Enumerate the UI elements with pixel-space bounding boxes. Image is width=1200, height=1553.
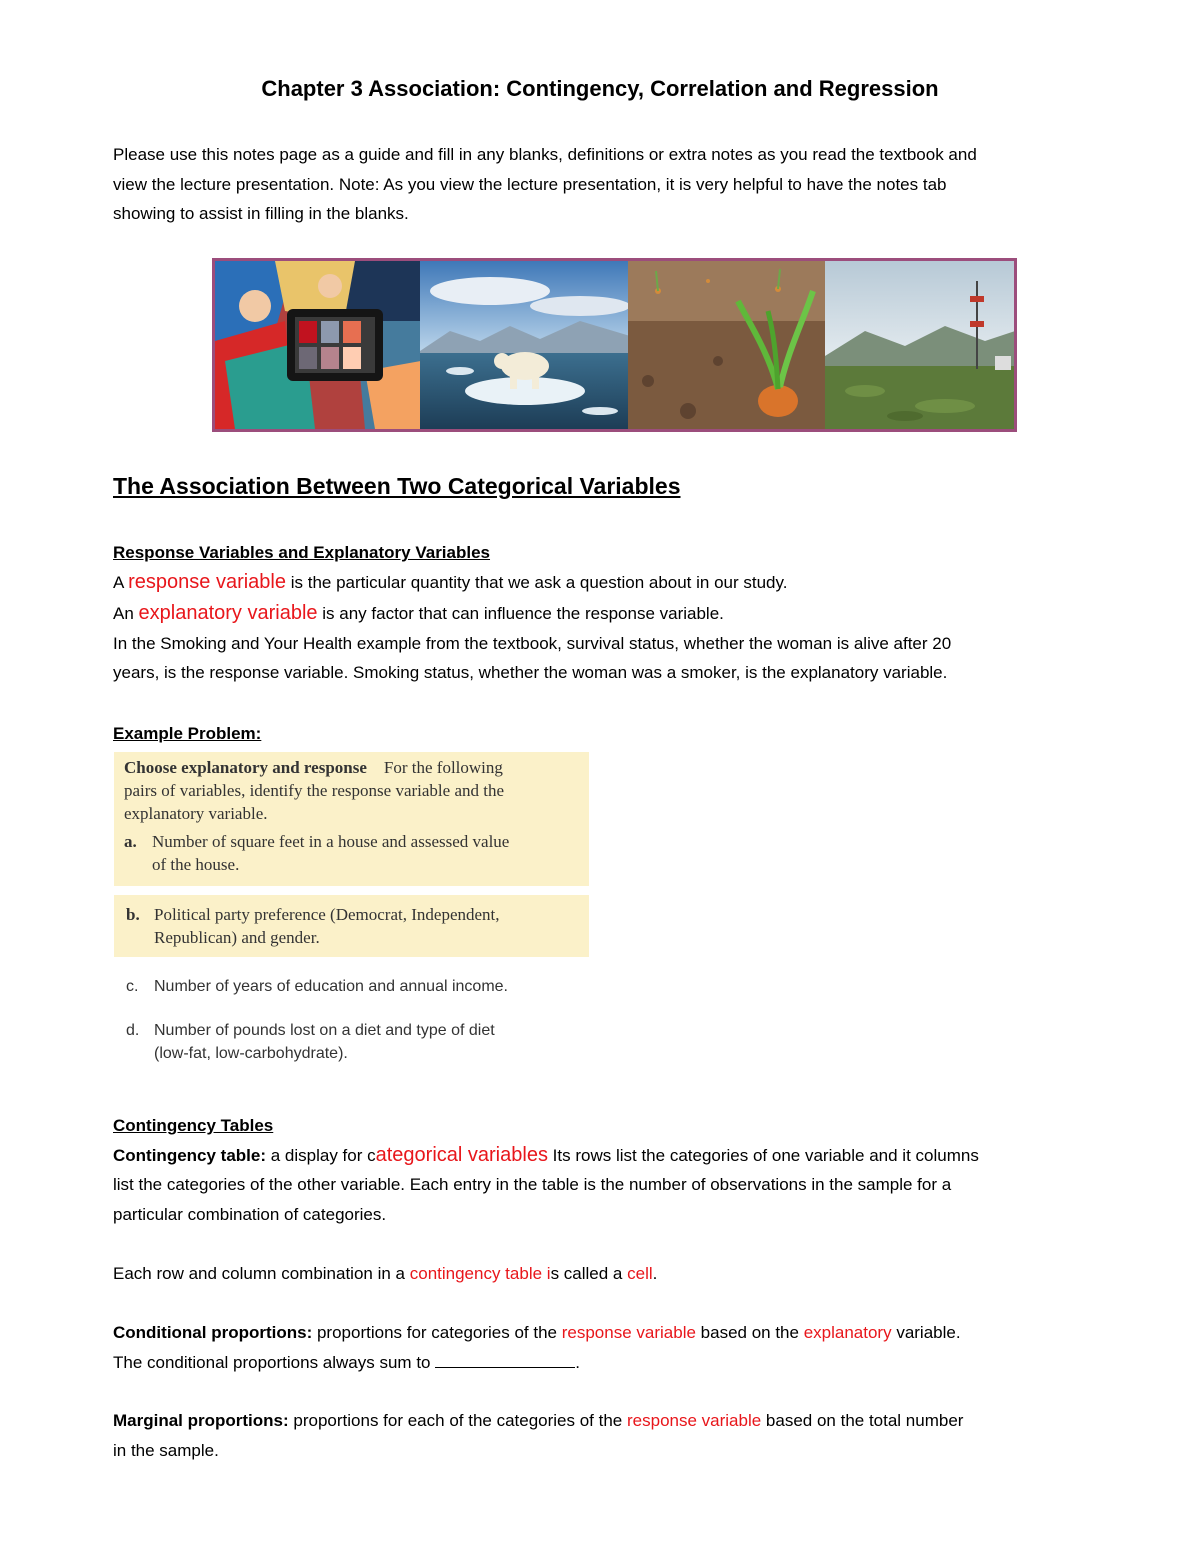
contingency-block	[113, 1111, 1113, 1229]
example-box-ab	[114, 752, 589, 886]
conditional-proportions	[113, 1318, 1113, 1377]
contingency-heading: Contingency Tables	[113, 1116, 274, 1135]
fill-in-blank[interactable]	[435, 1350, 575, 1368]
response-explanatory-block	[113, 538, 1113, 688]
example-intro	[124, 756, 579, 779]
text: based on the total number	[761, 1411, 964, 1430]
banner-image	[212, 258, 1017, 432]
marginal-line: in the sample.	[113, 1440, 219, 1460]
text: variable.	[891, 1323, 961, 1342]
term-response-variable: response variable	[627, 1411, 762, 1430]
intro-line: showing to assist in filling in the blanks.	[113, 204, 409, 223]
item-letter: d.	[126, 1022, 140, 1039]
example-item-c	[126, 975, 508, 998]
example-intro-line: explanatory variable.	[124, 804, 268, 823]
polar-bear-image	[420, 261, 629, 429]
text: Each row and column combination in a	[113, 1264, 410, 1283]
response-explanatory-heading: Response Variables and Explanatory Variables	[113, 543, 491, 562]
contingency-definition	[113, 1141, 1113, 1171]
item-letter: b.	[126, 905, 140, 924]
conditional-label: Conditional proportions:	[113, 1323, 313, 1342]
term-response-variable: response variable	[128, 570, 286, 593]
example-item-b-cont: Republican) and gender.	[154, 928, 320, 947]
intro-line: Please use this notes page as a guide and fill in any blanks, definitions or extra notes as you read the textbook and	[113, 145, 977, 164]
term-explanatory: explanatory	[803, 1323, 892, 1342]
marginal-label: Marginal proportions:	[113, 1411, 289, 1430]
example-heading: Example Problem:	[113, 724, 262, 743]
example-item-d-cont: (low-fat, low-carbohydrate).	[154, 1045, 348, 1062]
intro-paragraph	[113, 140, 1113, 229]
example-intro-line: pairs of variables, identify the response variable and the	[124, 781, 505, 800]
text: proportions for each of the categories of the	[288, 1411, 627, 1430]
text: s called a	[550, 1264, 628, 1283]
text: .	[575, 1352, 580, 1372]
example-item-a-cont: of the house.	[152, 855, 240, 874]
term-response-variable: response variable	[561, 1323, 696, 1342]
tundra-image	[825, 261, 1014, 429]
page-title: Chapter 3 Association: Contingency, Correlation and Regression	[261, 76, 939, 101]
term-categorical-variables: ategorical variables	[375, 1143, 548, 1166]
text: For the following	[383, 758, 503, 777]
text: is any factor that can influence the response variable.	[317, 604, 724, 623]
contingency-line: particular combination of categories.	[113, 1204, 387, 1224]
text: is the particular quantity that we ask a question about in our study.	[286, 572, 788, 592]
term-cell: cell	[627, 1264, 653, 1283]
cell-definition	[113, 1259, 1113, 1289]
text: a display for c	[266, 1145, 376, 1165]
marginal-proportions	[113, 1406, 1113, 1465]
contingency-line: list the categories of the other variable. Each entry in the table is the number of observations in the sample for a	[113, 1175, 952, 1194]
text: A	[113, 572, 129, 592]
text: proportions for categories of the	[312, 1323, 562, 1342]
example-intro-bold: Choose explanatory and response	[124, 758, 367, 777]
text: Number of years of education and annual income.	[154, 978, 508, 995]
example-item-a	[124, 830, 579, 853]
example-item-d	[126, 1019, 495, 1065]
magazines-collage-image	[215, 261, 420, 429]
term-contingency-table: contingency table i	[409, 1264, 551, 1283]
text: Number of square feet in a house and assessed value	[152, 832, 510, 851]
explanatory-definition	[113, 599, 1113, 629]
text: based on the	[695, 1323, 804, 1342]
item-letter: c.	[126, 978, 139, 995]
text: Its rows list the categories of one variable and it columns	[547, 1145, 979, 1165]
seedling-image	[628, 261, 825, 429]
item-letter: a.	[124, 832, 137, 851]
example-item-b	[126, 903, 577, 926]
smoking-example-line: In the Smoking and Your Health example from the textbook, survival status, whether the woman is alive after 20	[113, 633, 952, 653]
contingency-label: Contingency table:	[113, 1145, 267, 1165]
section-title: The Association Between Two Categorical Variables	[113, 473, 681, 499]
text: Number of pounds lost on a diet and type of diet	[154, 1022, 495, 1039]
intro-line: view the lecture presentation. Note: As you view the lecture presentation, it is very helpful to have the notes tab	[113, 174, 947, 194]
text: Political party preference (Democrat, Independent,	[154, 905, 500, 924]
text: The conditional proportions always sum to	[113, 1352, 436, 1372]
example-box-b	[114, 895, 589, 957]
smoking-example-line: years, is the response variable. Smoking status, whether the woman was a smoker, is the explanatory variable.	[113, 663, 948, 682]
term-explanatory-variable: explanatory variable	[138, 602, 318, 624]
text: An	[113, 604, 139, 623]
response-definition	[113, 568, 1113, 598]
text: .	[652, 1264, 658, 1283]
